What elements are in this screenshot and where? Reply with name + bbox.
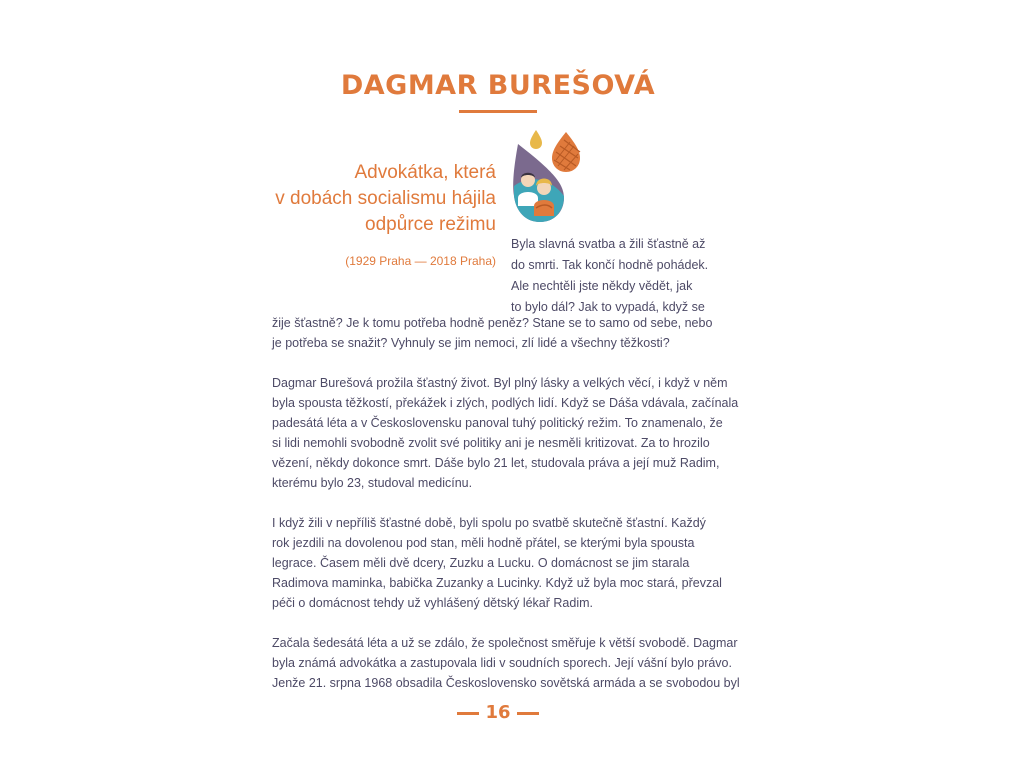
text-line: vězení, někdy dokonce smrt. Dáše bylo 21 let, studovala práva a její muž Radim, [272, 456, 720, 470]
text-line: Dagmar Burešová prožila šťastný život. Byl plný lásky a velkých věcí, i když v něm [272, 376, 728, 390]
title-underline [459, 110, 537, 113]
text-line: rok jezdili na dovolenou pod stan, měli hodně přátel, se kterými byla spousta [272, 536, 695, 550]
yellow-drop-icon [530, 130, 542, 149]
page-footer [0, 702, 996, 723]
text-line: kterému bylo 23, studoval medicínu. [272, 476, 473, 490]
paragraph [272, 513, 742, 613]
text-line: péči o domácnost tehdy už vyhlášený dětský lékař Radim. [272, 596, 593, 610]
text-line: I když žili v nepříliš šťastné době, byli spolu po svatbě skutečně šťastní. Každý [272, 516, 706, 530]
intro-line: Byla slavná svatba a žili šťastně až [511, 237, 706, 251]
text-line: padesátá léta a v Československu panoval tuhý politický režim. To znamenalo, že [272, 416, 723, 430]
subtitle-line: v dobách socialismu hájila [275, 188, 496, 209]
intro-line: do smrti. Tak končí hodně pohádek. [511, 258, 709, 272]
subtitle-line: odpůrce režimu [365, 214, 496, 235]
paragraph [272, 313, 742, 353]
text-line: je potřeba se snažit? Vyhnuly se jim nemoci, zlí lidé a všechny těžkosti? [272, 336, 670, 350]
paragraph [272, 373, 742, 493]
body-text [272, 313, 742, 713]
paragraph [272, 633, 742, 693]
text-line: žije šťastně? Je k tomu potřeba hodně peněz? Stane se to samo od sebe, nebo [272, 316, 713, 330]
intro-line: to bylo dál? Jak to vypadá, když se [511, 300, 705, 314]
text-line: si lidi nemohli svobodně zvolit své politiky ani je nesměli kritizovat. Za to hrozilo [272, 436, 710, 450]
text-line: Jenže 21. srpna 1968 obsadila Československo sovětská armáda a se svobodou byl [272, 676, 740, 690]
page-title: DAGMAR BUREŠOVÁ [340, 70, 656, 101]
intro-line: Ale nechtěli jste někdy vědět, jak [511, 279, 693, 293]
text-line: Radimova maminka, babička Zuzanky a Lucinky. Když už byla moc stará, převzal [272, 576, 722, 590]
life-dates: (1929 Praha — 2018 Praha) [345, 254, 496, 268]
text-line: byla známá advokátka a zastupovala lidi v soudních sporech. Její vášní bylo právo. [272, 656, 732, 670]
subtitle-line: Advokátka, která [354, 162, 496, 183]
footer-dash-left [457, 712, 479, 715]
subtitle [236, 160, 496, 238]
text-line: byla spousta těžkostí, překážek i zlých, podlých lidí. Když se Dáša vdávala, začínala [272, 396, 739, 410]
text-line: Začala šedesátá léta a už se zdálo, že společnost směřuje k větší svobodě. Dagmar [272, 636, 738, 650]
text-line: legrace. Časem měli dvě dcery, Zuzku a Lucku. O domácnost se jim starala [272, 556, 690, 570]
portrait-drops-illustration [504, 126, 594, 226]
page-number: 16 [485, 702, 511, 723]
intro-text [511, 234, 751, 318]
footer-dash-right [517, 712, 539, 715]
